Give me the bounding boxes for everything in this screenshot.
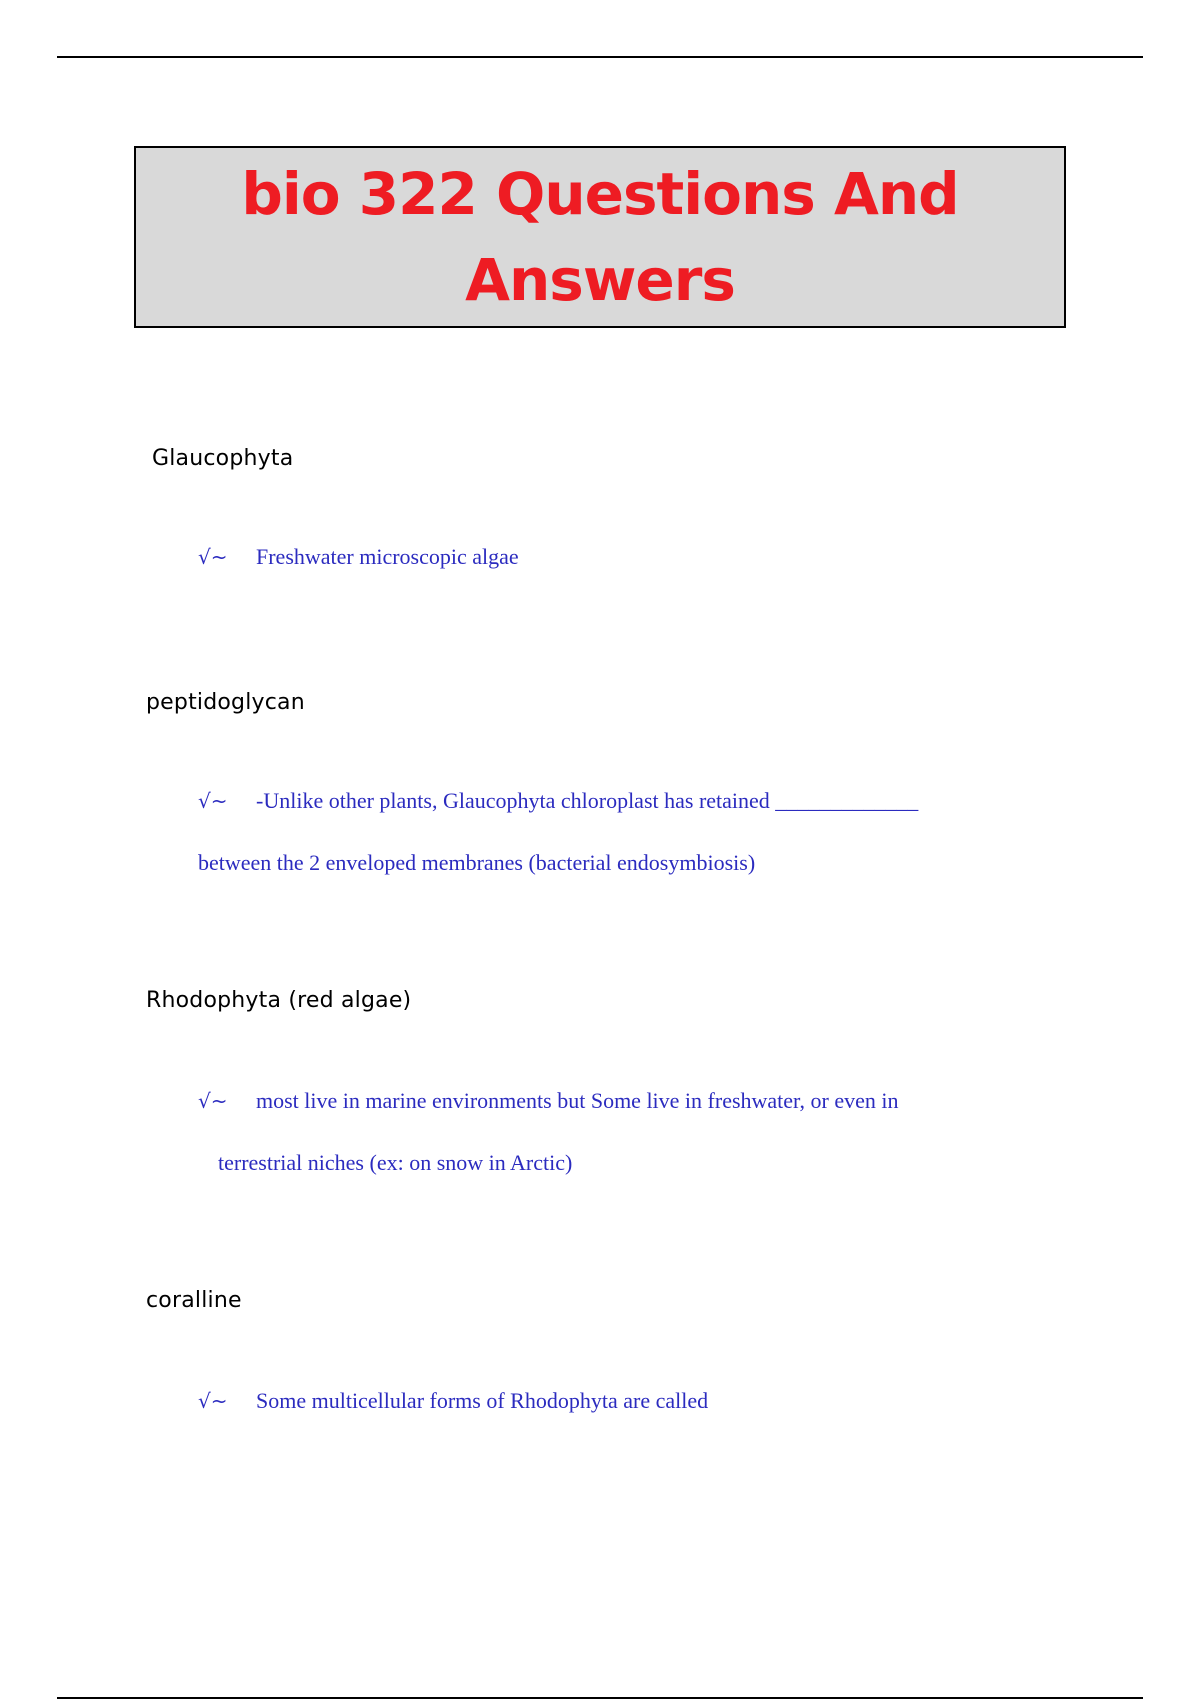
checkmark-icon: √~	[198, 1389, 228, 1413]
term-coralline: coralline	[146, 1288, 242, 1313]
title-box	[134, 146, 1066, 328]
checkmark-icon: √~	[198, 789, 228, 813]
checkmark-icon: √~	[198, 1089, 228, 1113]
answer-line: Some multicellular forms of Rhodophyta are called	[256, 1388, 709, 1413]
answer-line: -Unlike other plants, Glaucophyta chloroplast has retained _____________	[256, 788, 919, 813]
answer-coralline	[198, 1370, 998, 1432]
document-title: bio 322 Questions And Answers	[241, 160, 959, 314]
top-rule	[57, 56, 1143, 58]
answer-peptidoglycan	[198, 770, 998, 893]
bottom-rule	[57, 1697, 1143, 1699]
answer-rhodophyta	[198, 1070, 998, 1193]
answer-line: most live in marine environments but Some live in freshwater, or even in	[256, 1088, 899, 1113]
answer-line-continued: terrestrial niches (ex: on snow in Arctic)	[218, 1150, 573, 1175]
term-rhodophyta: Rhodophyta (red algae)	[146, 988, 412, 1013]
checkmark-icon: √~	[198, 545, 228, 569]
answer-line-continued: between the 2 enveloped membranes (bacterial endosymbiosis)	[198, 850, 756, 875]
term-glaucophyta: Glaucophyta	[152, 446, 294, 471]
term-peptidoglycan: peptidoglycan	[146, 690, 305, 715]
answer-glaucophyta	[198, 526, 998, 588]
answer-line: Freshwater microscopic algae	[256, 544, 519, 569]
